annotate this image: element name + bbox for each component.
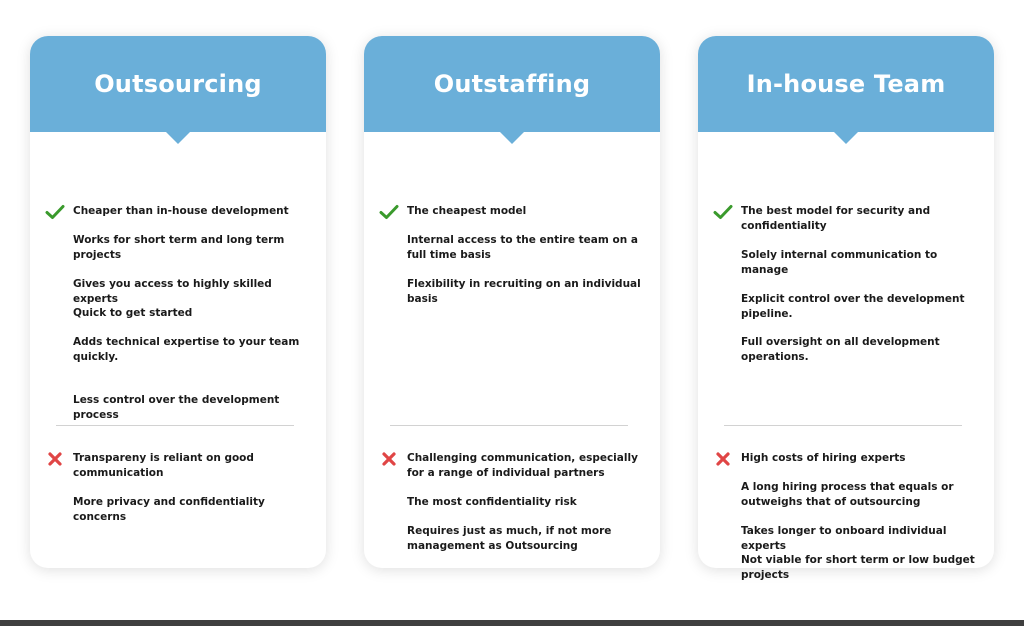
- pro-item: [741, 292, 976, 322]
- card-title: Outsourcing: [94, 70, 262, 98]
- card-body: [698, 132, 994, 581]
- card-title: Outstaffing: [433, 70, 591, 98]
- con-item: [73, 495, 308, 525]
- pro-item: [73, 204, 308, 219]
- con-item: [407, 524, 642, 554]
- pro-item: [73, 393, 308, 423]
- pro-marker: [379, 204, 399, 220]
- pro-item: [73, 233, 308, 263]
- cross-icon: [381, 451, 397, 467]
- cross-icon: [47, 451, 63, 467]
- con-marker: [45, 451, 65, 467]
- pro-text: Quick to get started: [73, 307, 193, 319]
- con-text: Challenging communication, especially for a range of individual partners: [407, 452, 638, 479]
- pro-item: [741, 335, 976, 365]
- card-body: [364, 132, 660, 568]
- con-text: Not viable for short term or low budget projects: [741, 554, 975, 581]
- con-item: [73, 451, 308, 481]
- cross-icon: [715, 451, 731, 467]
- con-text: A long hiring process that equals or outweighs that of outsourcing: [741, 481, 954, 508]
- pro-text: Gives you access to highly skilled experts: [73, 278, 272, 305]
- con-item: [741, 480, 976, 510]
- con-text: The most confidentiality risk: [407, 496, 577, 508]
- con-text: Requires just as much, if not more management as Outsourcing: [407, 525, 612, 552]
- pro-item: [741, 204, 976, 234]
- con-item: [407, 451, 642, 481]
- con-marker: [713, 451, 733, 467]
- card-body: [30, 132, 326, 568]
- pro-text: Cheaper than in-house development: [73, 205, 289, 217]
- pro-text: Flexibility in recruiting on an individual basis: [407, 278, 641, 305]
- check-icon: [45, 204, 65, 220]
- pro-marker: [713, 204, 733, 220]
- card-header: [364, 36, 660, 132]
- con-item: [407, 495, 642, 510]
- pro-item: [407, 233, 642, 263]
- card-header: [698, 36, 994, 132]
- con-text: More privacy and confidentiality concerns: [73, 496, 265, 523]
- pro-item: [407, 277, 642, 307]
- con-text: Transpareny is reliant on good communication: [73, 452, 254, 479]
- pro-text: The best model for security and confidentiality: [741, 205, 931, 232]
- comparison-card: [698, 36, 994, 581]
- con-item: [741, 524, 976, 554]
- pro-text: Full oversight on all development operations.: [741, 336, 940, 363]
- pro-text: Internal access to the entire team on a full time basis: [407, 234, 638, 261]
- pro-item: [73, 277, 308, 307]
- con-text: High costs of hiring experts: [741, 452, 906, 464]
- check-icon: [713, 204, 733, 220]
- check-icon: [379, 204, 399, 220]
- pro-text: Adds technical expertise to your team quickly.: [73, 336, 300, 363]
- pro-item: [73, 306, 308, 321]
- pro-text: Explicit control over the development pipeline.: [741, 293, 965, 320]
- pro-text: Less control over the development process: [73, 394, 280, 421]
- con-item: [741, 451, 976, 466]
- pro-item: [73, 335, 308, 365]
- pro-text: Works for short term and long term projects: [73, 234, 285, 261]
- comparison-card: [30, 36, 326, 568]
- con-marker: [379, 451, 399, 467]
- section-divider: [390, 425, 628, 426]
- section-divider: [56, 425, 294, 426]
- comparison-card: [364, 36, 660, 568]
- card-header: [30, 36, 326, 132]
- pro-item: [407, 204, 642, 219]
- pro-text: The cheapest model: [407, 205, 527, 217]
- pro-text: Solely internal communication to manage: [741, 249, 938, 276]
- pro-marker: [45, 204, 65, 220]
- con-text: Takes longer to onboard individual experts: [741, 525, 947, 552]
- pro-item: [741, 248, 976, 278]
- card-title: In-house Team: [746, 70, 946, 98]
- section-divider: [724, 425, 962, 426]
- con-item: [741, 553, 976, 583]
- bottom-border: [0, 620, 1024, 626]
